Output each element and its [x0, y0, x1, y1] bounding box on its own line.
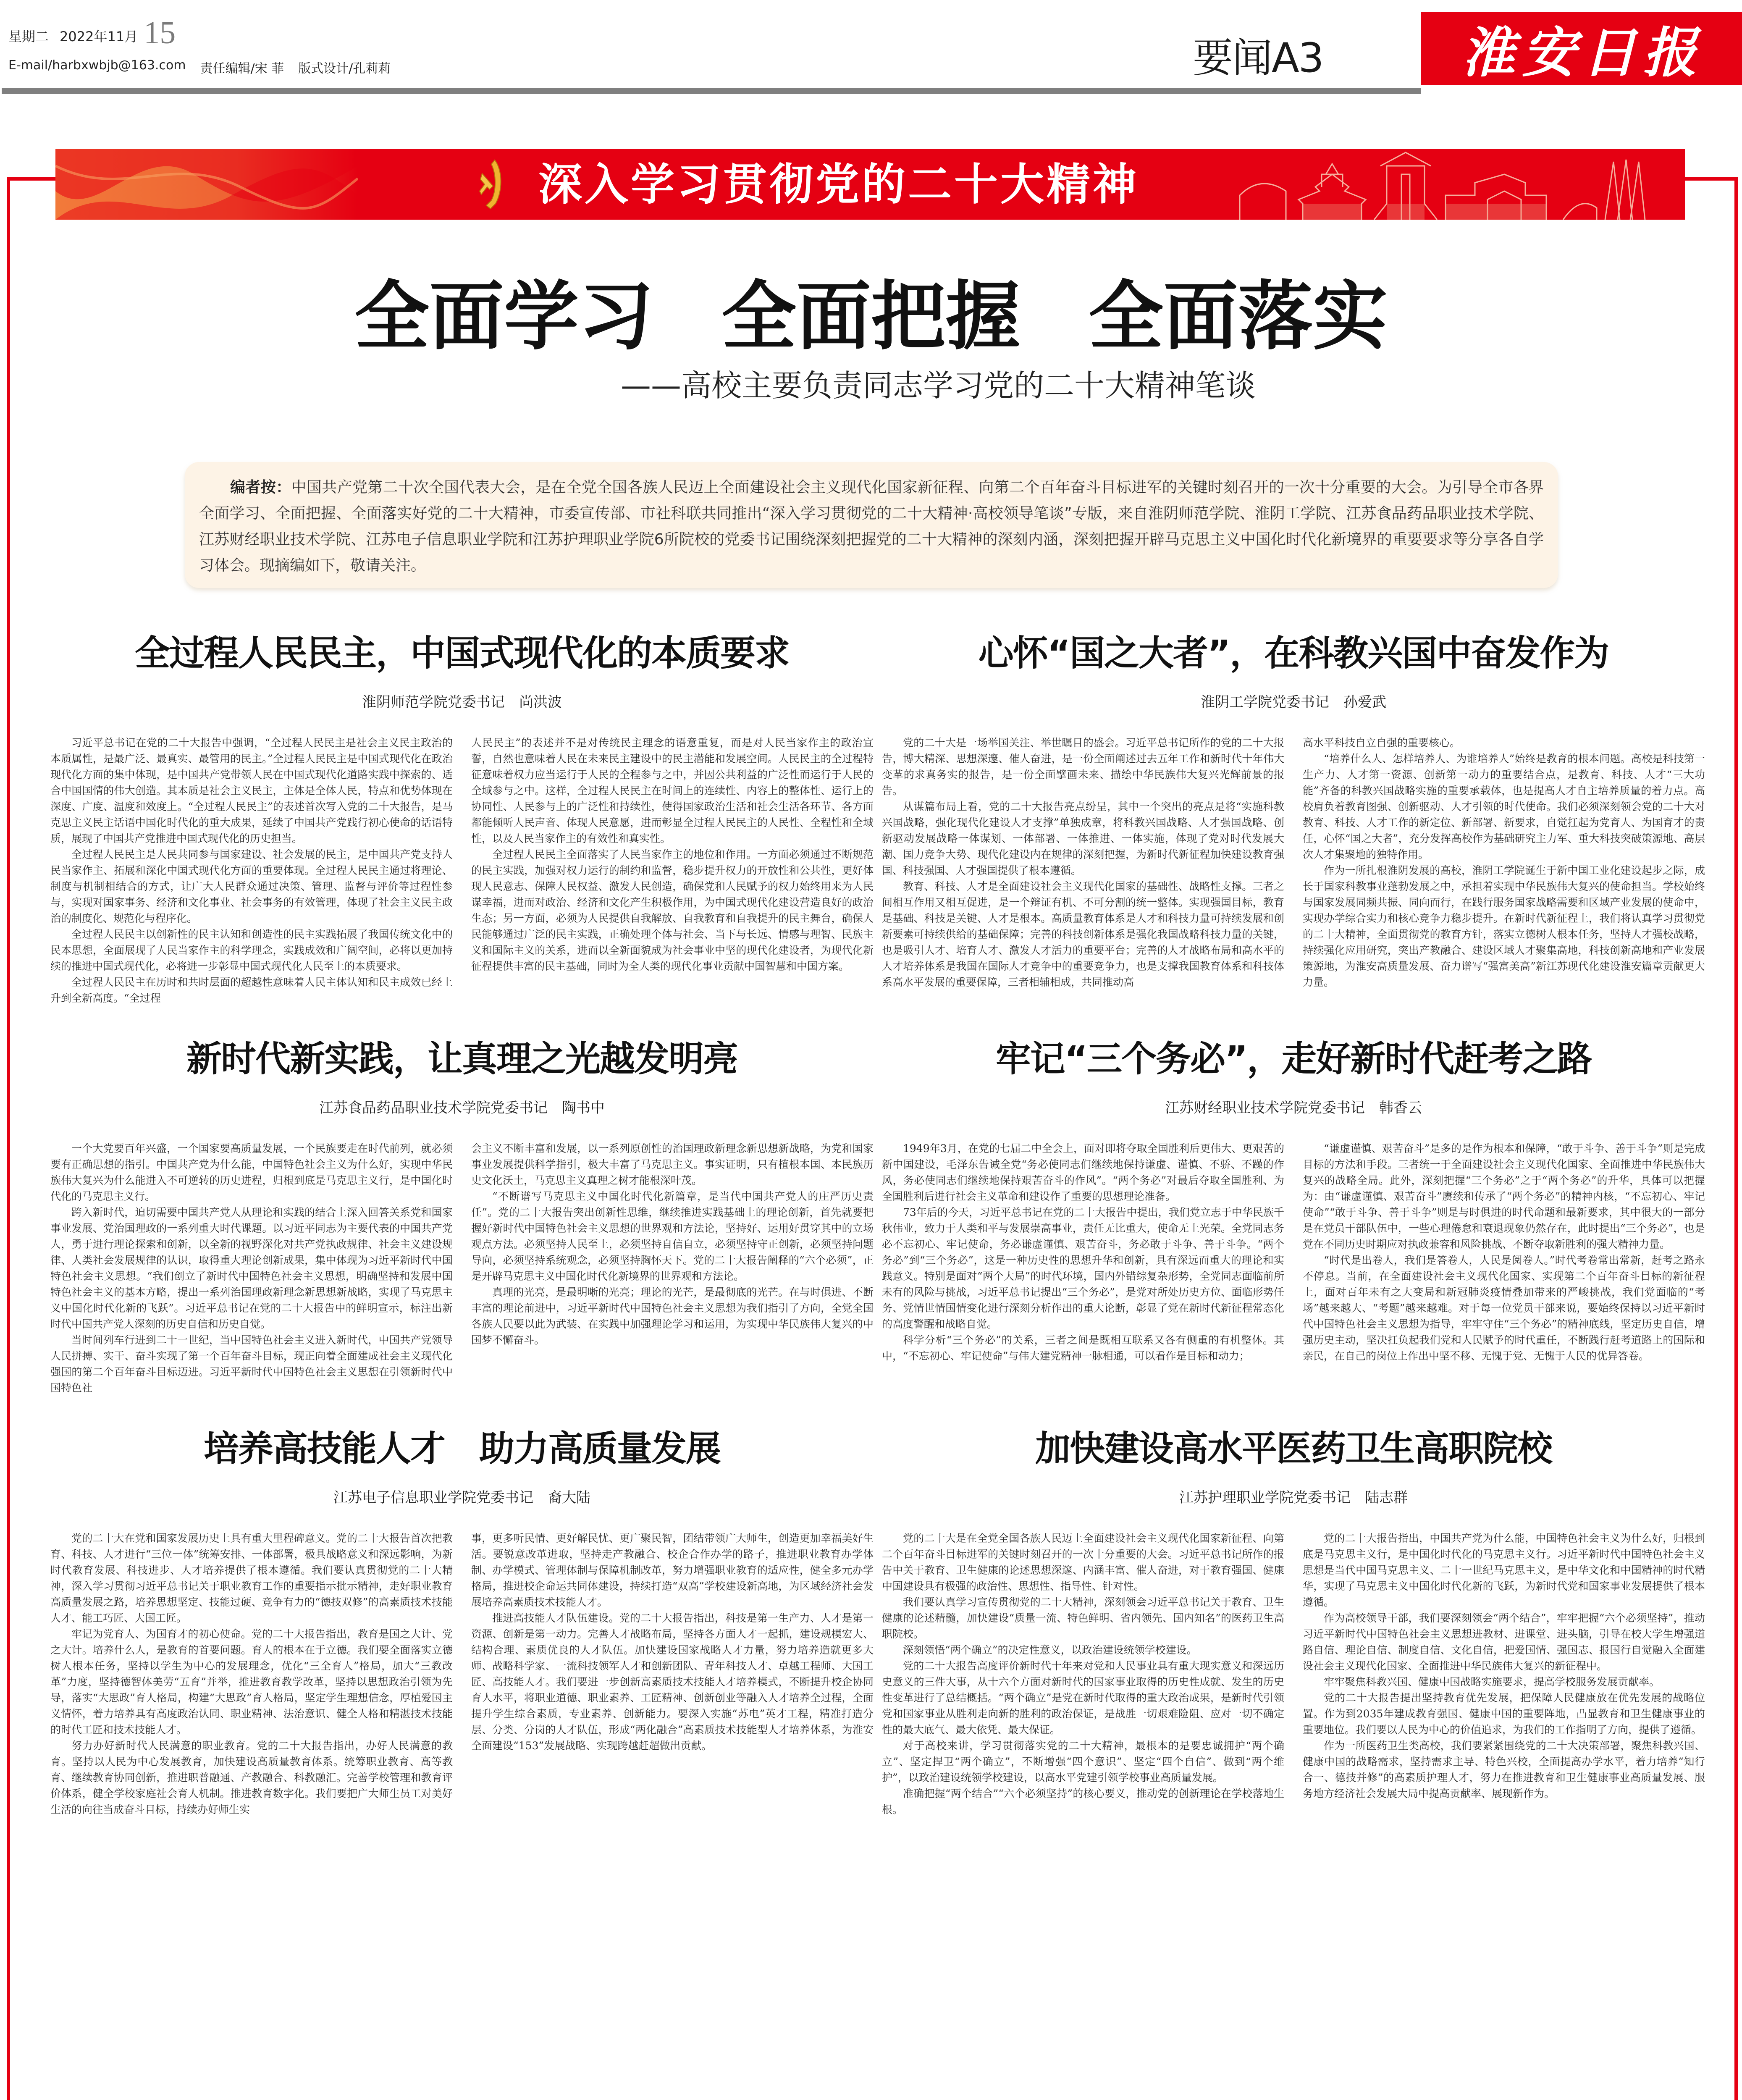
article-byline: 淮阴师范学院党委书记 尚洪波 [362, 694, 562, 711]
article-column [50, 1530, 453, 1818]
article-title: 全过程人民民主，中国式现代化的本质要求 [134, 633, 789, 674]
paragraph: “不断谱写马克思主义中国化时代化新篇章，是当代中国共产党人的庄严历史责任”。党的二十大报告突出创新性思维，继续推进实践基础上的理论创新，首先就要把握好新时代中国特色社会主义思想的世界观和方法论，坚持好、运用好贯穿其中的立场观点方法。必须坚持人民至上，必须坚持自信自立，必须坚持守正创新，必须坚持问题导向，必须坚持系统观念，必须坚持胸怀天下。党的二十大报告阐释的“六个必须”，正是开辟马克思主义中国化时代化新境界的世界观和方法论。 [471, 1190, 874, 1282]
article-body [50, 1530, 874, 1818]
newspaper-name: 淮安日报 [1461, 21, 1703, 84]
paragraph: 跨入新时代，迫切需要中国共产党人从理论和实践的结合上深入回答关系党和国家事业发展、党治国理政的一系列重大时代课题。以习近平同志为主要代表的中国共产党人，勇于进行理论探索和创新，以全新的视野深化对共产党执政规律、社会主义建设规律、人类社会发展规律的认识，取得重大理论创新成果，集中体现为习近平新时代中国特色社会主义思想。“我们创立了新时代中国特色社会主义思想，明确坚持和发展中国特色社会主义的基本方略，提出一系列治国理政新理念新思想新战略，实现了马克思主义中国化时代化新的飞跃”。习近平总书记在党的二十大报告中的鲜明宣示，标注出新时代中国共产党人深刻的历史自信和历史自觉。 [50, 1206, 453, 1330]
paragraph: 作为一所扎根淮阴发展的高校，淮阴工学院诞生于新中国工业化建设起步之际，成长于国家科教事业蓬勃发展之中，承担着实现中华民族伟大复兴的使命担当。学校始终与国家发展同频共振、同向而行，在践行服务国家战略需要和区域产业发展的使命中，实现办学综合实力和核心竞争力稳步提升。在新时代新征程上，我们将认真学习贯彻党的二十大精神，全面贯彻党的教育方针，落实立德树人根本任务，坚持人才强校战略，持续强化应用研究，突出产教融合、建设区域人才聚集高地，科技创新高地和产业发展策源地，为淮安高质量发展、奋力谱写“强富美高”新江苏现代化建设淮安篇章贡献更大力量。 [1303, 864, 1705, 988]
editor-note-text: 中国共产党第二十次全国代表大会，是在全党全国各族人民迈上全面建设社会主义现代化国家新征程、向第二个百年奋斗目标进军的关键时刻召开的一次十分重要的大会。为引导全市各界全面学习、全面把握、全面落实好党的二十大精神，市委宣传部、市社科联共同推出“深入学习贯彻党的二十大精神·高校领导笔谈”专版，来自淮阴师范学院、淮阴工学院、江苏食品药品职业技术学院、江苏财经职业技术学院、江苏电子信息职业学院和江苏护理职业学院6所院校的党委书记围绕深刻把握党的二十大精神的深刻内涵，深刻把握开辟马克思主义中国化时代化新境界的重要要求等分享各自学习体会。现摘编如下，敬请关注。 [199, 479, 1544, 574]
banner-title: 深入学习贯彻党的二十大精神 [538, 158, 1139, 210]
paragraph: 全过程人民民主是人民共同参与国家建设、社会发展的民主，是中国共产党支持人民当家作主、拓展和深化中国式现代化方面的重要体现。全过程人民民主通过将理论、制度与机制相结合的方式，让广大人民群众通过决策、管理、监督与评价等过程性参与，实现对国家事务、经济和文化事业、社会事务的有效管理，体现了社会主义民主政治的制度化、规范化与程序化。 [50, 848, 453, 924]
city-skyline-illustration [1236, 149, 1685, 220]
article-high-skilled-talent [50, 1425, 874, 1818]
paragraph: 作为高校领导干部，我们要深刻领会“两个结合”，牢牢把握“六个必须坚持”，推动习近平新时代中国特色社会主义思想进教材、进课堂、进头脑，引导在校大学生增强道路自信、理论自信、制度自信、文化自信，把爱国情、强国志、报国行自觉融入全面建设社会主义现代化国家、全面推进中华民族伟大复兴的新征程中。 [1303, 1612, 1705, 1672]
paragraph: 党的二十大报告指出，中国共产党为什么能，中国特色社会主义为什么好，归根到底是马克思主义行，是中国化时代化的马克思主义行。习近平新时代中国特色社会主义思想是当代中国马克思主义、二十一世纪马克思主义，是中华文化和中国精神的时代精华，实现了马克思主义中国化时代化新的飞跃，为新时代党和国家事业发展提供了根本遵循。 [1303, 1532, 1705, 1608]
article-medical-college [882, 1425, 1705, 1818]
article-column [471, 735, 874, 1006]
article-byline: 江苏电子信息职业学院党委书记 裔大陆 [333, 1489, 590, 1506]
masthead [0, 0, 1742, 88]
paragraph: 真理的光亮，是最明晰的光亮；理论的光芒，是最彻底的光芒。在与时俱进、不断丰富的理论前进中，习近平新时代中国特色社会主义思想为我们指引了方向，全党全国各族人民要以此为武装、在实践中加强理论学习和运用，为实现中华民族伟大复兴的中国梦不懈奋斗。 [471, 1286, 874, 1346]
article-byline: 江苏护理职业学院党委书记 陆志群 [1179, 1489, 1408, 1506]
banner-wave-decoration [55, 149, 358, 220]
editor-note-label: 编者按： [230, 479, 291, 496]
paragraph: 党的二十大报告提出坚持教育优先发展，把保障人民健康放在优先发展的战略位置。作为到2035年建成教育强国、健康中国的重要阵地，凸显教育和卫生健康事业的重要地位。我们要以人民为中心的价值追求，为我们的工作指明了方向，提供了遵循。 [1303, 1692, 1705, 1736]
article-new-era-practice [50, 1036, 874, 1396]
article-body [882, 1141, 1705, 1364]
paragraph: 1949年3月，在党的七届二中全会上，面对即将夺取全国胜利后更伟大、更艰苦的新中国建设，毛泽东告诫全党“务必使同志们继续地保持谦虚、谨慎、不骄、不躁的作风，务必使同志们继续地保持艰苦奋斗的作风”。“两个务必”对最后夺取全国胜利、为全国胜利后进行社会主义革命和建设作了重要的思想理论准备。 [882, 1142, 1284, 1202]
article-title: 新时代新实践，让真理之光越发明亮 [186, 1038, 737, 1079]
paragraph: 73年后的今天，习近平总书记在党的二十大报告中提出，我们党立志于中华民族千秋伟业，致力于人类和平与发展崇高事业，责任无比重大，使命无上光荣。全党同志务必不忘初心、牢记使命，务必谦虚谨慎、艰苦奋斗，务必敢于斗争、善于斗争。“两个务必”到“三个务必”，这是一种历史性的思想升华和创新，具有深远而重大的理论和实践意义。特别是面对“两个大局”的时代环境，国内外错综复杂形势，全党同志面临前所未有的风险与挑战，习近平总书记提出“三个务必”，是党对所处历史方位、面临形势任务、党情世情国情变化进行深刻分析作出的重大论断，彰显了党在新时代新征程常态化的高度警醒和战略自觉。 [882, 1206, 1284, 1330]
article-column [50, 735, 453, 1006]
article-body [882, 735, 1705, 990]
paragraph: 教育、科技、人才是全面建设社会主义现代化国家的基础性、战略性支撑。三者之间相互作用又相互促进，是一个辩证有机、不可分割的统一整体。实现强国目标，教育是基础、科技是关键、人才是根本。高质量教育体系是人才和科技力量可持续发展和创新要素可持续供给的基础保障；完善的科技创新体系是强化我国战略科技力量的关键，也是吸引人才、培育人才、激发人才活力的重要平台；完善的人才战略布局和高水平的人才培养体系是我国在国际人才竞争中的重要竞争力，也是支撑我国教育体系和科技体系高水平发展的重要保障，三者相辅相成，共同推动高 [882, 880, 1284, 988]
main-subheadline: ——高校主要负责同志学习党的二十大精神笔谈 [620, 368, 1256, 403]
article-column [1303, 735, 1705, 990]
paragraph: “谦虚谨慎、艰苦奋斗”是多的是作为根本和保障，“敢于斗争、善于斗争”则是完成目标的方法和手段。三者统一于全面建设社会主义现代化国家、全面推进中华民族伟大复兴的战略全局。此外，深刻把握“三个务必”之于“两个务必”的升华，具体可以把握为：由“谦虚谨慎、艰苦奋斗”赓续和传承了“两个务必”的精神内核，“不忘初心、牢记使命”“敢于斗争、善于斗争”则是与时俱进的时代命题和最新要求，其中很大的一部分是在党员干部队伍中，一些心理倦怠和衰退现象仍然存在，此时提出“三个务必”，也是党在不同历史时期应对执政兼容和风险挑战、不断夺取新胜利的强大精神力量。 [1303, 1142, 1705, 1250]
designer-credit: 版式设计/孔莉莉 [298, 61, 391, 76]
paragraph: 牢牢聚焦科教兴国、健康中国战略实施要求，提高学校服务发展贡献率。 [1324, 1676, 1660, 1688]
article-body [50, 1141, 874, 1396]
issue-date [8, 15, 176, 50]
paragraph: 当时间列车行进到二十一世纪，当中国特色社会主义进入新时代，中国共产党领导人民拼搏、实干、奋斗实现了第一个百年奋斗目标，现正向着全面建成社会主义现代化强国的第二个百年奋斗目标迈进。习近平新时代中国特色社会主义思想在引领新时代中国特色社 [50, 1334, 453, 1394]
paragraph: 推进高技能人才队伍建设。党的二十大报告指出，科技是第一生产力、人才是第一资源、创新是第一动力。完善人才战略布局，坚持各方面人才一起抓，建设规模宏大、结构合理、素质优良的人才队伍。加快建设国家战略人才力量，努力培养造就更多大师、战略科学家、一流科技领军人才和创新团队、青年科技人才、卓越工程师、大国工匠、高技能人才。我们要进一步创新高素质技术技能人才培养模式，不断提升校企协同育人水平，将职业道德、职业素养、工匠精神、创新创业等融入人才培养全过程，全面提升学生综合素质，专业素养、创新能力。要深入实施“苏电”英才工程，精准打造分层、分类、分岗的人才队伍，形成“两化融合”高素质技术技能型人才培养体系，为淮安全面建设“153”发展战略、实现跨越赶超做出贡献。 [471, 1612, 874, 1752]
article-column [50, 1141, 453, 1396]
paragraph: 作为一所医药卫生类高校，我们要紧紧围绕党的二十大决策部署，聚焦科教兴国、健康中国的战略需求，坚持需求主导、特色兴校，全面提高办学水平，着力培养“知行合一、德技并修”的高素质护理人才，努力在推进教育和卫生健康事业高质量发展、服务地方经济社会发展大局中提高贡献率、展现新作为。 [1303, 1740, 1705, 1800]
paragraph: “培养什么人、怎样培养人、为谁培养人”始终是教育的根本问题。高校是科技第一生产力、人才第一资源、创新第一动力的重要结合点，是教育、科技、人才“三大功能”齐备的科教兴国战略实施的重要承载体，也是提高人才自主培养质量的着力点。高校肩负着教育图强、创新驱动、人才引领的时代使命。我们必须深刻领会党的二十大对教育、科技、人才工作的新定位、新部署、新要求，自觉扛起为党育人、为国育才的责任，心怀“国之大者”，充分发挥高校作为基础研究主力军、重大科技突破策源地、高层次人才集聚地的独特作用。 [1303, 753, 1705, 861]
day-number: 15 [144, 15, 176, 50]
year-month: 2022年11月 [60, 29, 138, 45]
paragraph: 全过程人民民主在历时和共时层面的超越性意味着人民主体认知和民主成效已经上升到全新高度。“全过程 [50, 976, 453, 1004]
paragraph: 习近平总书记在党的二十大报告中强调，“全过程人民民主是社会主义民主政治的本质属性，是最广泛、最真实、最管用的民主。”全过程人民民主是中国式现代化在政治现代化方面的集中体现，是中国共产党带领人民在中国式现代化道路实践中探索的、适合中国国情的伟大创造。其本质是社会主义民主，主体是全体人民，特点和优势体现在深度、广度、温度和效度上。“全过程人民民主”的表述首次写入党的二十大报告，是马克思主义民主话语中国化时代化的重大成果，延续了中国共产党践行初心使命的话语特质，展现了中国共产党推进中国式现代化的历史担当。 [50, 737, 453, 845]
paragraph: 全过程人民民主全面落实了人民当家作主的地位和作用。一方面必须通过不断规范的民主实践，加强对权力运行的制约和监督，稳步提升权力的开放性和公共性，更好体现人民意志、保障人民权益、激发人民创造，确保党和人民赋予的权力始终用来为人民谋幸福，进而对政治、经济和文化产生积极作用，为中国式现代化建设营造良好的政治生态；另一方面，必须为人民提供自我解放、自我教育和自我提升的民主舞台，确保人民能够通过广泛的民主实践，正确处理个体与社会、当下与长远、情感与理智、民族主义和国际主义的关系，进而以全新面貌成为社会事业中坚的现代化建设者，为现代化新征程提供丰富的民主基础，同时为全人类的现代化事业贡献中国智慧和中国方案。 [471, 848, 874, 972]
paragraph: 对于高校来讲，学习贯彻落实党的二十大精神，最根本的是要忠诚拥护“两个确立”、坚定捍卫“两个确立”，不断增强“四个意识”、坚定“四个自信”、做到“两个维护”，以政治建设统领学校建设，以高水平党建引领学校事业高质量发展。 [882, 1740, 1284, 1784]
party-emblem-icon [479, 157, 504, 212]
article-column [1303, 1141, 1705, 1364]
paragraph: 一个大党要百年兴盛，一个国家要高质量发展，一个民族要走在时代前列，就必须要有正确思想的指引。中国共产党为什么能，中国特色社会主义为什么好，实现中华民族伟大复兴为什么能进入不可逆转的历史进程，归根到底是马克思主义行，是中国化时代化的马克思主义行。 [50, 1142, 453, 1202]
contact-line [8, 58, 391, 76]
article-column [882, 1141, 1284, 1364]
article-science-education [882, 630, 1705, 1006]
newspaper-logo [1421, 12, 1742, 85]
articles-grid [50, 630, 1705, 1818]
article-title: 加快建设高水平医药卫生高职院校 [1035, 1428, 1552, 1469]
article-title: 心怀“国之大者”，在科教兴国中奋发作为 [978, 633, 1609, 674]
email-address[interactable]: E-mail/harbxwbjb@163.com [8, 58, 186, 73]
article-body [50, 735, 874, 1006]
editor-credit: 责任编辑/宋 菲 [200, 61, 284, 76]
article-column [882, 735, 1284, 990]
article-byline: 江苏财经职业技术学院党委书记 韩香云 [1165, 1100, 1422, 1116]
paragraph: 努力办好新时代人民满意的职业教育。党的二十大报告指出，办好人民满意的教育。坚持以人民为中心发展教育，加快建设高质量教育体系。统筹职业教育、高等教育、继续教育协同创新，推进职普融通、产教融合、科教融汇。完善学校管理和教育评价体系，健全学校家庭社会育人机制。推进教育数字化。我们要把广大师生员工对美好生活的向往当成奋斗目标，持续办好师生实 [50, 1740, 453, 1816]
paragraph: 党的二十大在党和国家发展历史上具有重大里程碑意义。党的二十大报告首次把教育、科技、人才进行“三位一体”统筹安排、一体部署，极具战略意义和深远影响，为新时代教育发展、科技进步、人才培养提供了根本遵循。我们要认真贯彻党的二十大精神，深入学习贯彻习近平总书记关于职业教育工作的重要指示批示精神，走好职业教育高质量发展之路，培养思想坚定、技能过硬、竞争有力的“德技双修”的高素质技术技能人才、能工巧匠、大国工匠。 [50, 1532, 453, 1624]
paragraph: 牢记为党育人、为国育才的初心使命。党的二十大报告指出，教育是国之大计、党之大计。培养什么人，是教育的首要问题。育人的根本在于立德。我们要全面落实立德树人根本任务，坚持以学生为中心的发展理念，优化“三全育人”格局，加大“三教改革”力度，坚持德智体美劳“五育”并举，推进教育教学改革，坚持以思想政治引领为先导，落实“大思政”育人格局，构建“大思政”育人格局，坚定学生理想信念，厚植爱国主义情怀，着力培养具有高度政治认同、职业精神、法治意识、健全人格和精湛技术技能的时代工匠和技术技能人才。 [50, 1628, 453, 1736]
paragraph: “时代是出卷人，我们是答卷人，人民是阅卷人。”时代考卷常出常新，赶考之路永不停息。当前，在全面建设社会主义现代化国家、实现第二个百年奋斗目标的新征程上，面对百年未有之大变局和新冠肺炎疫情叠加带来的严峻挑战，我们党面临的“考场”越来越大、“考题”越来越难。对于每一位党员干部来说，要始终保持以习近平新时代中国特色社会主义思想为指导，牢牢守住“三个务必”的精神底线，坚定历史自信，增强历史主动，坚决扛负起我们党和人民赋予的时代重任，不断践行赶考道路上的国际和亲民，在自己的岗位上作出中坚不移、无愧于党、无愧于人民的优异答卷。 [1303, 1254, 1705, 1362]
article-title: 培养高技能人才 助力高质量发展 [203, 1428, 720, 1469]
editor-note [185, 462, 1558, 588]
article-column [1303, 1530, 1705, 1818]
paragraph: 会主义不断丰富和发展，以一系列原创性的治国理政新理念新思想新战略，为党和国家事业发展提供科学指引，极大丰富了马克思主义。事实证明，只有植根本国、本民族历史文化沃土，马克思主义真理之树才能根深叶茂。 [471, 1142, 874, 1186]
paragraph: 高水平科技自立自强的重要核心。 [1303, 737, 1461, 749]
article-column [471, 1530, 874, 1818]
topic-banner [55, 149, 1685, 220]
paragraph: 党的二十大是在全党全国各族人民迈上全面建设社会主义现代化国家新征程、向第二个百年奋斗目标进军的关键时刻召开的一次十分重要的大会。习近平总书记所作的报告中关于教育、卫生健康的论述思想深邃、内涵丰富、催人奋进，对于教育强国、健康中国建设具有极强的政治性、思想性、指导性、针对性。 [882, 1532, 1284, 1592]
paragraph: 党的二十大报告高度评价新时代十年来对党和人民事业具有重大现实意义和深远历史意义的三件大事，从十六个方面对新时代的国家事业取得的历史性成就、发生的历史性变革进行了总结概括。“两个确立”是党在新时代取得的重大政治成果，是新时代引领党和国家事业从胜利走向新的胜利的政治保证，是战胜一切艰难险阻、应对一切不确定性的最大底气、最大依凭、最大保证。 [882, 1660, 1284, 1736]
article-title: 牢记“三个务必”，走好新时代赶考之路 [995, 1038, 1592, 1079]
main-headline: 全面学习 全面把握 全面落实 [354, 273, 1388, 360]
paragraph: 全过程人民民主以创新性的民主认知和创造性的民主实践拓展了我国传统文化中的民本思想，全面展现了人民当家作主的科学理念，实践成效和广阔空间，必将以更加持续的推进中国式现代化，必将进一步彰显中国式现代化人民至上的本质要求。 [50, 928, 453, 972]
paragraph: 准确把握“两个结合”“六个必须坚持”的核心要义，推动党的创新理论在学校落地生根。 [882, 1788, 1284, 1816]
article-byline: 江苏食品药品职业技术学院党委书记 陶书中 [319, 1100, 605, 1116]
article-whole-process-democracy [50, 630, 874, 1006]
paragraph: 我们要认真学习宣传贯彻党的二十大精神，深刻领会习近平总书记关于教育、卫生健康的论述精髓，加快建设“质量一流、特色鲜明、省内领先、国内知名”的医药卫生高职院校。 [882, 1596, 1284, 1640]
weekday: 星期二 [8, 29, 49, 45]
paragraph: 深刻领悟“两个确立”的决定性意义，以政治建设统领学校建设。 [903, 1644, 1197, 1656]
section-label: 要闻A3 [1193, 34, 1323, 81]
paragraph: 科学分析“三个务必”的关系，三者之间是既相互联系又各有侧重的有机整体。其中，“不忘初心、牢记使命”与伟大建党精神一脉相通，可以看作是目标和动力； [882, 1334, 1284, 1362]
paragraph: 事，更多听民情、更好解民忧、更广聚民智，团结带领广大师生，创造更加幸福美好生活。要锐意改革进取，坚持走产教融合、校企合作办学的路子，推进职业教育办学体制、办学模式、管理体制与保障机制改革，努力增强职业教育的适应性，健全多元办学格局，推进校企命运共同体建设，持续打造“双高”学校建设新高地，为区域经济社会发展培养高素质技术技能人才。 [471, 1532, 874, 1608]
paragraph: 从谋篇布局上看，党的二十大报告亮点纷呈，其中一个突出的亮点是将“实施科教兴国战略，强化现代化建设人才支撑”单独成章，将科教兴国战略、人才强国战略、创新驱动发展战略一体谋划、一体部署、一体推进、一体实施，体现了党对时代发展大潮、国力竞争大势、现代化建设内在规律的深刻把握，为新时代新征程加快建设教育强国、科技强国、人才强国提供了根本遵循。 [882, 801, 1284, 877]
article-column [471, 1141, 874, 1396]
article-byline: 淮阴工学院党委书记 孙爱武 [1201, 694, 1386, 711]
paragraph: 党的二十大是一场举国关注、举世瞩目的盛会。习近平总书记所作的党的二十大报告，博大精深、思想深邃、催人奋进，是一份全面阐述过去五年工作和新时代十年伟大变革的求真务实的报告，是一份全面擘画未来、描绘中华民族伟大复兴光辉前景的报告。 [882, 737, 1284, 797]
article-body [882, 1530, 1705, 1818]
article-three-musts [882, 1036, 1705, 1396]
masthead-divider [2, 88, 1421, 94]
article-column [882, 1530, 1284, 1818]
paragraph: 人民民主”的表述并不是对传统民主理念的语意重复，而是对人民当家作主的政治宣誓，自然也意味着人民在未来民主建设中的民主潜能和发展空间。人民民主的全过程特征意味着权力应当运行于人民的全程参与之中，并因公共利益的广泛性而运行于人民的全域参与之中。这样，全过程人民民主在时间上的连续性、内容上的整体性、运行上的协同性、人民参与上的广泛性和持续性，使得国家政治生活和社会生活各环节、各方面都能倾听人民声音、体现人民意愿，进而彰显全过程人民民主的人民性、全程性和全域性，以及人民当家作主的有效性和真实性。 [471, 737, 874, 845]
